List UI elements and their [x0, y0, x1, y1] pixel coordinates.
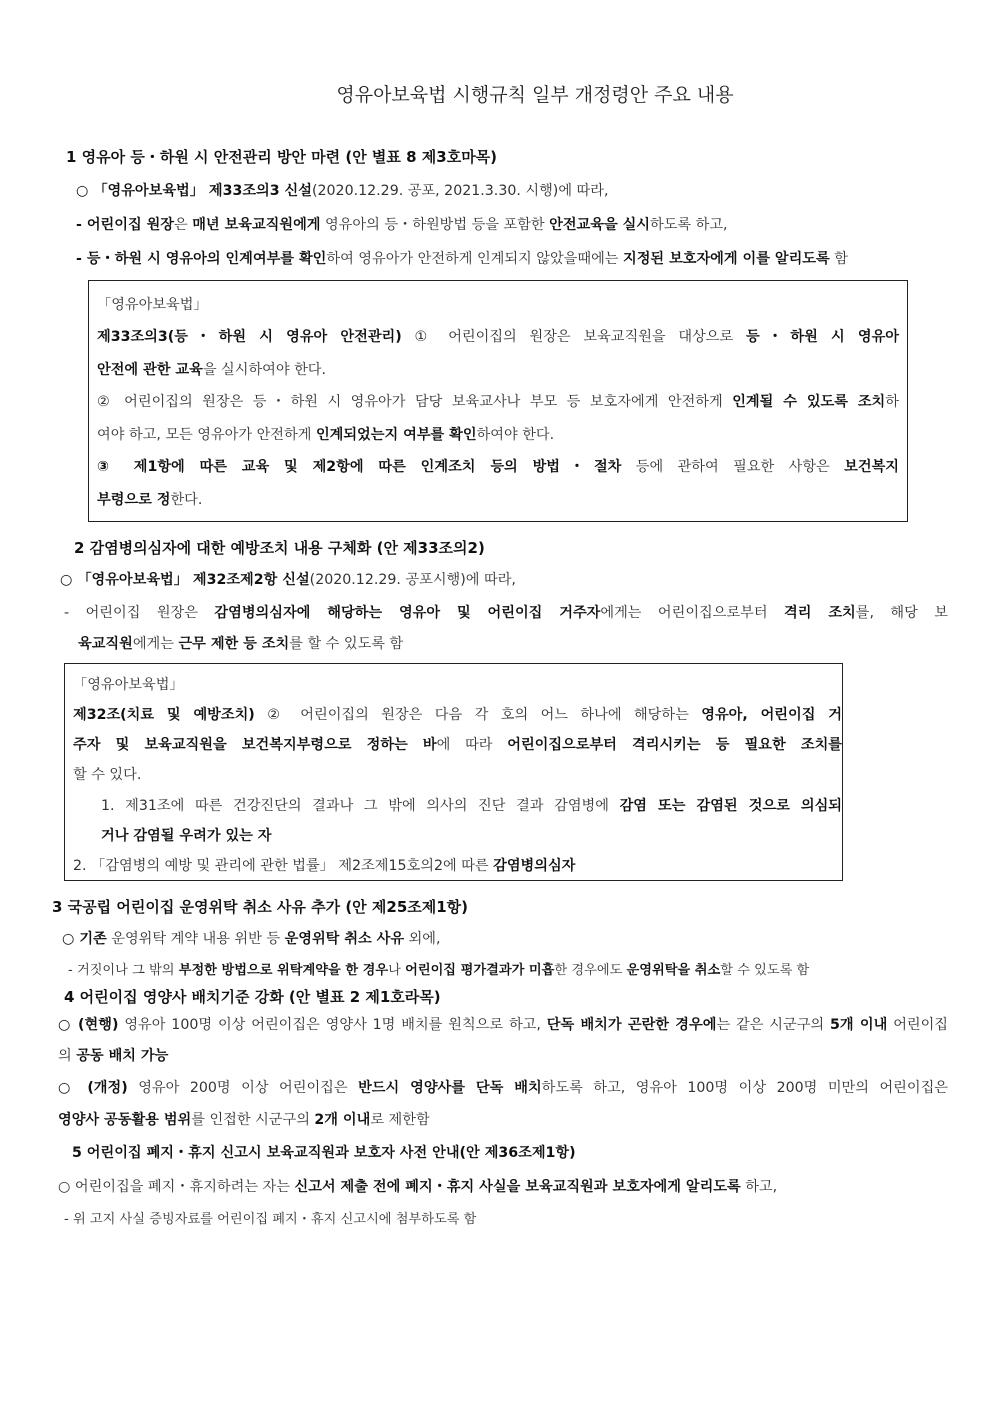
s4-l2-a: 의 [58, 1048, 77, 1064]
s2-l3-a: 육교직원 [78, 636, 133, 652]
law-box-line-5 [101, 825, 272, 845]
s3-l1-c: 운영위탁 취소 사유 [284, 931, 405, 947]
law-text: ① 어린이집의 원장은 보육교직원을 대상으로 [401, 329, 746, 345]
law-box-line-2 [73, 734, 842, 754]
law-box-line-5 [97, 456, 899, 476]
s3-l2-e: 한 경우에도 [554, 963, 627, 978]
law-text: ② 어린이집의 원장은 다음 각 호의 어느 하나에 해당하는 [254, 707, 702, 723]
s3-l1-d: 외에, [404, 931, 441, 947]
s1-l1-b: (2020.12.29. 공포, 2021.3.30. 시행)에 따라, [311, 183, 609, 199]
s3-l2-d: 어린이집 평가결과가 미흡 [405, 963, 555, 978]
law-box-line-2 [97, 359, 326, 379]
s5-l1-b: 신고서 제출 전에 폐지・휴지 사실을 보육교직원과 보호자에게 알리도록 [294, 1179, 741, 1195]
law-box-line-4 [97, 424, 554, 444]
section-3-line-1 [62, 929, 441, 949]
law-text-bold: 등・하원 시 영유아 [745, 329, 899, 345]
s5-l1-c: 하고, [740, 1179, 778, 1195]
s4-l1-f: 어린이집 [887, 1017, 949, 1033]
section-3-line-2 [68, 961, 809, 981]
law-text: 한다. [170, 492, 203, 508]
s4-l4-d: 로 제한함 [370, 1112, 430, 1128]
s4-l1-b: 영유아 100명 이상 어린이집은 영양사 1명 배치를 원칙으로 하고, [118, 1017, 547, 1033]
section-5-heading: 5 어린이집 폐지・휴지 신고시 보육교직원과 보호자 사전 안내(안 제36조제1항) [72, 1145, 576, 1161]
s1-l2-a: - 어린이집 원장 [76, 217, 174, 233]
s3-l2-b: 부정한 방법으로 위탁계약을 한 경우 [178, 963, 389, 978]
law-text-bold: 부령으로 정 [97, 492, 171, 508]
section-2-heading: 2 감염병의심자에 대한 예방조치 내용 구체화 (안 제33조의2) [74, 539, 485, 557]
section-4-line-1 [58, 1015, 948, 1035]
s3-l2-a: - 거짓이나 그 밖의 [68, 963, 179, 978]
s4-l3-d: 하도록 하고, 영유아 100명 이상 200명 미만의 어린이집은 [541, 1080, 949, 1096]
s3-l1-b: 운영위탁 계약 내용 위반 등 [106, 931, 285, 947]
section-2-line-1 [60, 570, 516, 590]
law-name: 「영유아보육법」 [97, 297, 208, 313]
s4-l4-a: 영양사 공동활용 범위 [58, 1112, 192, 1128]
s5-l1-a: ○ 어린이집을 폐지・휴지하려는 자는 [58, 1179, 295, 1195]
s2-l3-d: 를 할 수 있도록 함 [289, 636, 404, 652]
section-2-line-2 [64, 603, 948, 623]
s4-l1-a: ○ (현행) [58, 1017, 119, 1033]
s2-l1-b: (2020.12.29. 공포시행)에 따라, [309, 572, 516, 588]
law-text: 하여야 한다. [476, 427, 555, 443]
law-box-32 [64, 663, 843, 881]
section-4-line-4 [58, 1110, 430, 1130]
s1-l3-c: 지정된 보호자에게 이를 알리도록 [623, 251, 830, 267]
s1-l2-d: 영유아의 등・하원방법 등을 포함한 [320, 217, 550, 233]
s4-l3-b: 영유아 200명 이상 어린이집은 [127, 1080, 359, 1096]
section-4-line-3 [58, 1078, 948, 1098]
page-title: 영유아보육법 시행규칙 일부 개정령안 주요 내용 [336, 84, 734, 106]
law-box-line-4 [101, 795, 842, 815]
s3-l1-a: ○ 기존 [62, 931, 107, 947]
s3-l2-g: 할 수 있도록 함 [720, 963, 810, 978]
s1-l3-d: 함 [829, 251, 848, 267]
law-article-title: 제32조(치료 및 예방조치) [73, 707, 255, 723]
s3-l2-c: 나 [388, 963, 406, 978]
law-text-bold: 인계되었는지 여부를 확인 [315, 427, 477, 443]
law-text-bold: 감염 또는 감염된 것으로 의심되 [619, 798, 842, 814]
s2-l3-c: 근무 제한 등 조치 [178, 636, 290, 652]
s2-l3-b: 에게는 [132, 636, 179, 652]
law-box-line-1 [97, 326, 899, 346]
section-5-line-2: - 위 고지 사실 증빙자료를 어린이집 폐지・휴지 신고시에 첨부하도록 함 [64, 1212, 477, 1227]
law-text-bold: 안전에 관한 교육 [97, 362, 203, 378]
s1-l2-f: 하도록 하고, [650, 217, 728, 233]
section-3-heading: 3 국공립 어린이집 운영위탁 취소 사유 추가 (안 제25조제1항) [52, 898, 469, 916]
law-name: 「영유아보육법」 [73, 677, 184, 693]
law-text: 등에 관하여 필요한 사항은 [621, 459, 845, 475]
law-box-33-3 [88, 280, 908, 522]
law-box-line-6 [73, 855, 575, 875]
s4-l4-c: 2개 이내 [314, 1112, 371, 1128]
s2-l2-d: 격리 조치 [784, 605, 856, 621]
law-text: 하 [885, 394, 899, 410]
law-box-line-6 [97, 489, 202, 509]
s1-l2-e: 안전교육을 실시 [549, 217, 651, 233]
law-text-bold: 영유아, 어린이집 거 [701, 707, 842, 723]
law-text-bold: 주자 및 보육교직원을 보건복지부령으로 정하는 바 [73, 737, 437, 753]
s2-l2-c: 에게는 어린이집으로부터 [600, 605, 785, 621]
section-1-line-1 [76, 181, 608, 201]
s4-l3-c: 반드시 영양사를 단독 배치 [358, 1080, 542, 1096]
law-text-bold: 인계될 수 있도록 조치 [732, 394, 886, 410]
s1-l3-a: - 등・하원 시 영유아의 인계여부를 확인 [76, 251, 327, 267]
law-article-title: 제33조의3(등・하원 시 영유아 안전관리) [97, 329, 402, 345]
law-text-bold: 거나 감염될 우려가 있는 자 [101, 828, 272, 844]
s4-l1-d: 는 같은 시군구의 [716, 1017, 831, 1033]
section-2-line-3 [78, 634, 403, 654]
s1-l3-b: 하여 영유아가 안전하게 인계되지 않았을때에는 [326, 251, 624, 267]
section-5-line-1 [58, 1177, 777, 1197]
s1-l2-c: 매년 보육교직원에게 [192, 217, 321, 233]
law-text: 을 실시하여야 한다. [202, 362, 326, 378]
law-text-bold: 보건복지 [844, 459, 899, 475]
law-box-line-3: 할 수 있다. [73, 767, 142, 783]
s4-l1-c: 단독 배치가 곤란한 경우에 [546, 1017, 717, 1033]
law-text: 에 따라 [436, 737, 508, 753]
s3-l2-f: 운영위탁을 취소 [626, 963, 721, 978]
s2-l2-e: 를, 해당 보 [855, 605, 948, 621]
law-text: ② 어린이집의 원장은 등・하원 시 영유아가 담당 보육교사나 부모 등 보호자에게 안전하게 [97, 394, 733, 410]
s2-l1-a: ○ 「영유아보육법」 제32조제2항 신설 [60, 572, 310, 588]
law-text: 1. 제31조에 따른 건강진단의 결과나 그 밖에 의사의 진단 결과 감염병에 [101, 798, 620, 814]
s4-l2-b: 공동 배치 가능 [76, 1048, 169, 1064]
s2-l2-b: 감염병의심자에 해당하는 영유아 및 어린이집 거주자 [214, 605, 601, 621]
s2-l2-a: - 어린이집 원장은 [64, 605, 215, 621]
law-text: 여야 하고, 모든 영유아가 안전하게 [97, 427, 316, 443]
section-1-line-2 [76, 215, 728, 235]
s1-l2-b: 은 [174, 217, 193, 233]
section-1-heading: 1 영유아 등・하원 시 안전관리 방안 마련 (안 별표 8 제3호마목) [66, 148, 498, 166]
law-text-bold: ③ 제1항에 따른 교육 및 제2항에 따른 인계조치 등의 방법・절차 [97, 459, 622, 475]
s4-l3-a: ○ (개정) [58, 1080, 128, 1096]
s4-l4-b: 를 인접한 시군구의 [191, 1112, 315, 1128]
law-text-bold: 어린이집으로부터 격리시키는 등 필요한 조치를 [507, 737, 842, 753]
s1-l1-a: ○ 「영유아보육법」 제33조의3 신설 [76, 183, 312, 199]
law-text: 2. 「감염병의 예방 및 관리에 관한 법률」 제2조제15호의2에 따른 [73, 858, 494, 874]
section-1-line-3 [76, 249, 848, 269]
section-4-heading: 4 어린이집 영양사 배치기준 강화 (안 별표 2 제1호라목) [64, 988, 441, 1006]
s4-l1-e: 5개 이내 [830, 1017, 888, 1033]
section-4-line-2 [58, 1046, 168, 1066]
law-text-bold: 감염병의심자 [493, 858, 576, 874]
law-box-line-3 [97, 391, 899, 411]
law-box-line-1 [73, 704, 842, 724]
